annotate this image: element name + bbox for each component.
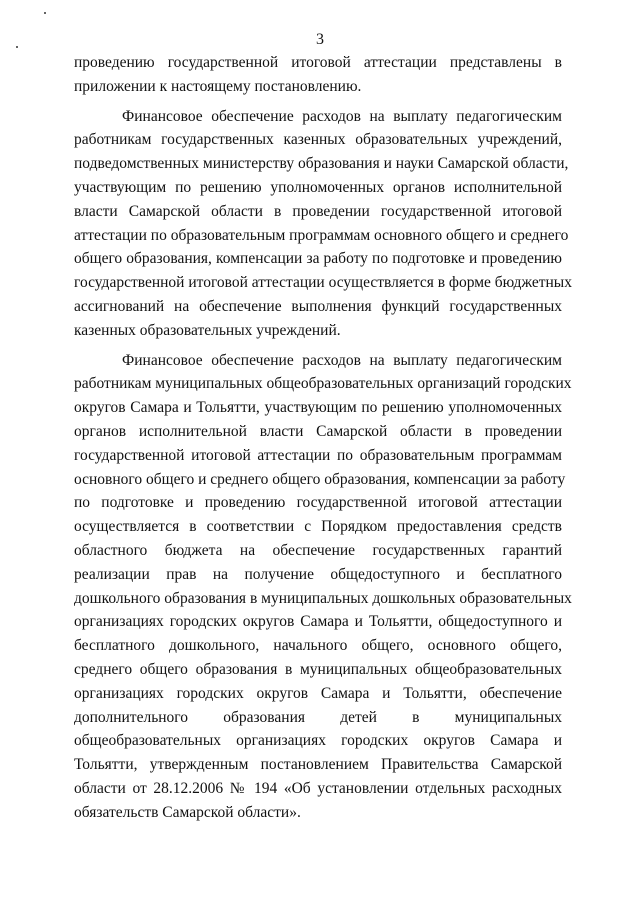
text-line: осуществляется в соответствии с Порядком предоставления средств	[74, 518, 562, 536]
scan-artifact-dot	[44, 12, 46, 14]
document-body	[74, 51, 572, 825]
text-line: организациях городских округов Самара и Тольятти, обеспечение	[74, 684, 562, 702]
text-line: аттестации по образовательным программам основного общего и среднего	[74, 226, 569, 244]
text-line: Финансовое обеспечение расходов на выплату педагогическим	[122, 107, 562, 125]
text-line: Тольятти, утвержденным постановлением Правительства Самарской	[74, 756, 562, 774]
text-line: Финансовое обеспечение расходов на выплату педагогическим	[122, 351, 562, 369]
text-line: реализации прав на получение общедоступного и бесплатного	[74, 565, 562, 583]
paragraph-state-institutions-funding	[74, 105, 572, 343]
page-number: 3	[316, 31, 324, 48]
text-line: ассигнований на обеспечение выполнения функций государственных	[74, 297, 562, 315]
text-line: власти Самарской области в проведении государственной итоговой	[74, 202, 562, 220]
paragraph-municipal-organizations-funding	[74, 349, 572, 825]
text-line: бесплатного дошкольного, начального общего, основного общего,	[74, 637, 562, 655]
text-line: органов исполнительной власти Самарской области в проведении	[74, 422, 562, 440]
text-line: государственной итоговой аттестации по образовательным программам	[74, 446, 562, 464]
paragraph-continuation	[74, 51, 562, 99]
text-line: общеобразовательных организациях городских округов Самара и	[74, 732, 562, 750]
text-line: приложении к настоящему постановлению.	[74, 77, 362, 95]
text-line: обязательств Самарской области».	[74, 803, 301, 821]
text-line: по подготовке и проведению государственной итоговой аттестации	[74, 494, 562, 512]
text-line: организациях городских округов Самара и Тольятти, общедоступного и	[74, 613, 562, 631]
text-line: округов Самара и Тольятти, участвующим по решению уполномоченных	[74, 399, 562, 417]
text-line: подведомственных министерству образования и науки Самарской области,	[74, 155, 569, 173]
text-line: областного бюджета на обеспечение государственных гарантий	[74, 541, 562, 559]
text-line: казенных образовательных учреждений.	[74, 321, 341, 339]
text-line: государственной итоговой аттестации осуществляется в форме бюджетных	[74, 274, 572, 292]
text-line: проведению государственной итоговой аттестации представлены в	[74, 54, 562, 71]
text-line: работникам муниципальных общеобразовательных организаций городских	[74, 375, 572, 393]
text-line: дошкольного образования в муниципальных дошкольных образовательных	[74, 589, 572, 607]
text-line: участвующим по решению уполномоченных органов исполнительной	[74, 178, 562, 196]
text-line: среднего общего образования в муниципальных общеобразовательных	[74, 660, 562, 678]
text-line: основного общего и среднего общего образования, компенсации за работу	[74, 470, 566, 488]
text-line: дополнительного образования детей в муниципальных	[74, 708, 562, 726]
text-line: общего образования, компенсации за работу по подготовке и проведению	[74, 250, 562, 268]
text-line: работникам государственных казенных образовательных учреждений,	[74, 131, 562, 149]
text-line: области от 28.12.2006 № 194 «Об установлении отдельных расходных	[74, 779, 562, 797]
